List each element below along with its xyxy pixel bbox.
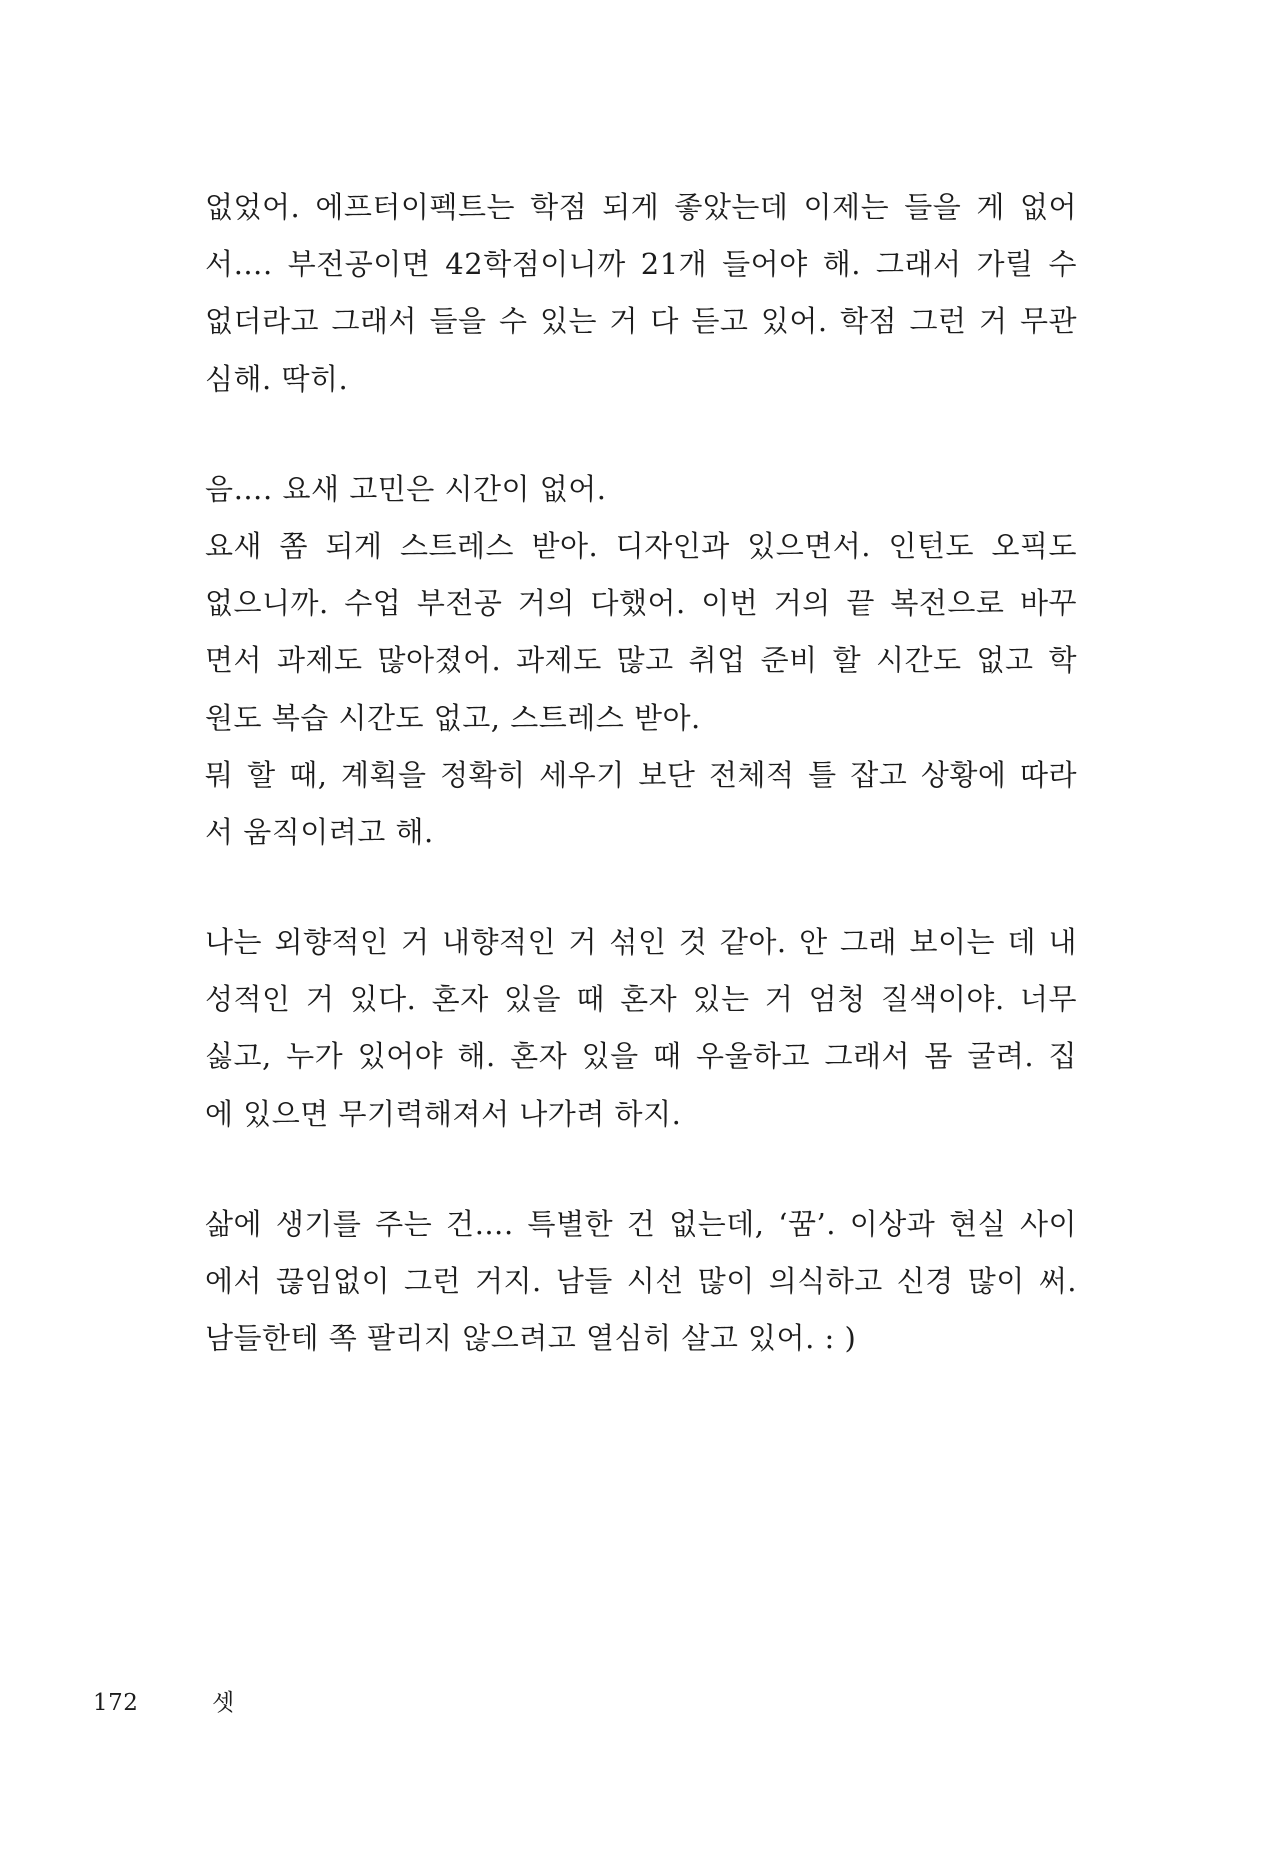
text-line: 면서 과제도 많아졌어. 과제도 많고 취업 준비 할 시간도 없고 학 [205, 643, 1077, 678]
text-line: 심해. 딱히. [205, 361, 349, 396]
paragraph-group [205, 914, 1077, 1143]
text-line: 없었어. 에프터이펙트는 학점 되게 좋았는데 이제는 들을 게 없어 [205, 190, 1077, 224]
text-line: 서…. 부전공이면 42학점이니까 21개 들어야 해. 그래서 가릴 수 [205, 247, 1077, 282]
paragraph-group [205, 461, 1077, 861]
text-line: 요새 쫌 되게 스트레스 받아. 디자인과 있으면서. 인턴도 오픽도 [205, 528, 1077, 563]
page-footer [0, 1688, 1280, 1718]
paragraph-group [205, 179, 1077, 408]
text-line: 원도 복습 시간도 없고, 스트레스 받아. [205, 700, 701, 735]
text-line: 없으니까. 수업 부전공 거의 다했어. 이번 거의 끝 복전으로 바꾸 [205, 586, 1077, 621]
text-line: 남들한테 쪽 팔리지 않으려고 열심히 살고 있어. : ) [205, 1321, 857, 1356]
chapter-label: 셋 [212, 1690, 235, 1716]
paragraph-group [205, 1196, 1077, 1368]
body-text [205, 179, 1077, 1367]
text-line: 에 있으면 무기력해져서 나가려 하지. [205, 1096, 682, 1131]
text-line: 나는 외향적인 거 내향적인 거 섞인 것 같아. 안 그래 보이는 데 내 [205, 925, 1077, 960]
text-line: 삶에 생기를 주는 건…. 특별한 건 없는데, ‘꿈’. 이상과 현실 사이 [205, 1206, 1077, 1241]
text-line: 뭐 할 때, 계획을 정확히 세우기 보단 전체적 틀 잡고 상황에 따라 [205, 757, 1077, 792]
text-line: 에서 끊임없이 그런 거지. 남들 시선 많이 의식하고 신경 많이 써. [205, 1264, 1077, 1298]
text-line: 싫고, 누가 있어야 해. 혼자 있을 때 우울하고 그래서 몸 굴려. 집 [205, 1039, 1077, 1074]
text-line: 없더라고 그래서 들을 수 있는 거 다 듣고 있어. 학점 그런 거 무관 [205, 304, 1077, 339]
text-line: 서 움직이려고 해. [205, 814, 434, 849]
text-line: 음…. 요새 고민은 시간이 없어. [205, 471, 607, 506]
page-number: 172 [93, 1690, 139, 1716]
text-line: 성적인 거 있다. 혼자 있을 때 혼자 있는 거 엄청 질색이야. 너무 [205, 982, 1077, 1017]
